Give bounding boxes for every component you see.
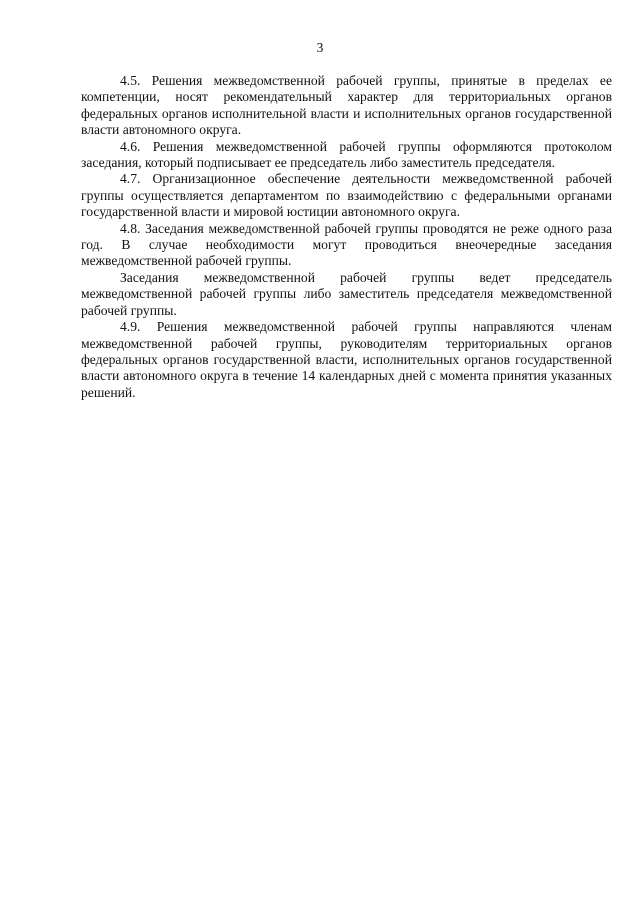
paragraph-4-5: 4.5. Решения межведомственной рабочей группы, принятые в пределах ее компетенции, носят рекомендательный характер для территориальных органов федеральных органов исполнительной власти и исполнительных органов государственной власти автономного округа. [81,73,612,138]
paragraph-4-6: 4.6. Решения межведомственной рабочей группы оформляются протоколом заседания, который подписывает ее председатель либо заместитель председателя. [81,138,612,171]
paragraph-4-8-continued: Заседания межведомственной рабочей группы ведет председатель межведомственной рабочей группы либо заместитель председателя межведомственной рабочей группы. [81,269,612,318]
paragraph-4-7: 4.7. Организационное обеспечение деятельности межведомственной рабочей группы осуществляется департаментом по взаимодействию с федеральными органами государственной власти и мировой юстиции автономного округа. [81,171,612,220]
paragraph-4-9: 4.9. Решения межведомственной рабочей группы направляются членам межведомственной рабочей группы, руководителям территориальных органов федеральных органов государственной власти, исполнительных органов государственной власти автономного округа в течение 14 календарных дней с момента принятия указанных решений. [81,319,612,400]
page-number: 3 [316,40,324,55]
paragraph-4-8: 4.8. Заседания межведомственной рабочей группы проводятся не реже одного раза год. В случае необходимости могут проводиться внеочередные заседания межведомственной рабочей группы. [81,220,612,269]
document-body [81,73,612,401]
